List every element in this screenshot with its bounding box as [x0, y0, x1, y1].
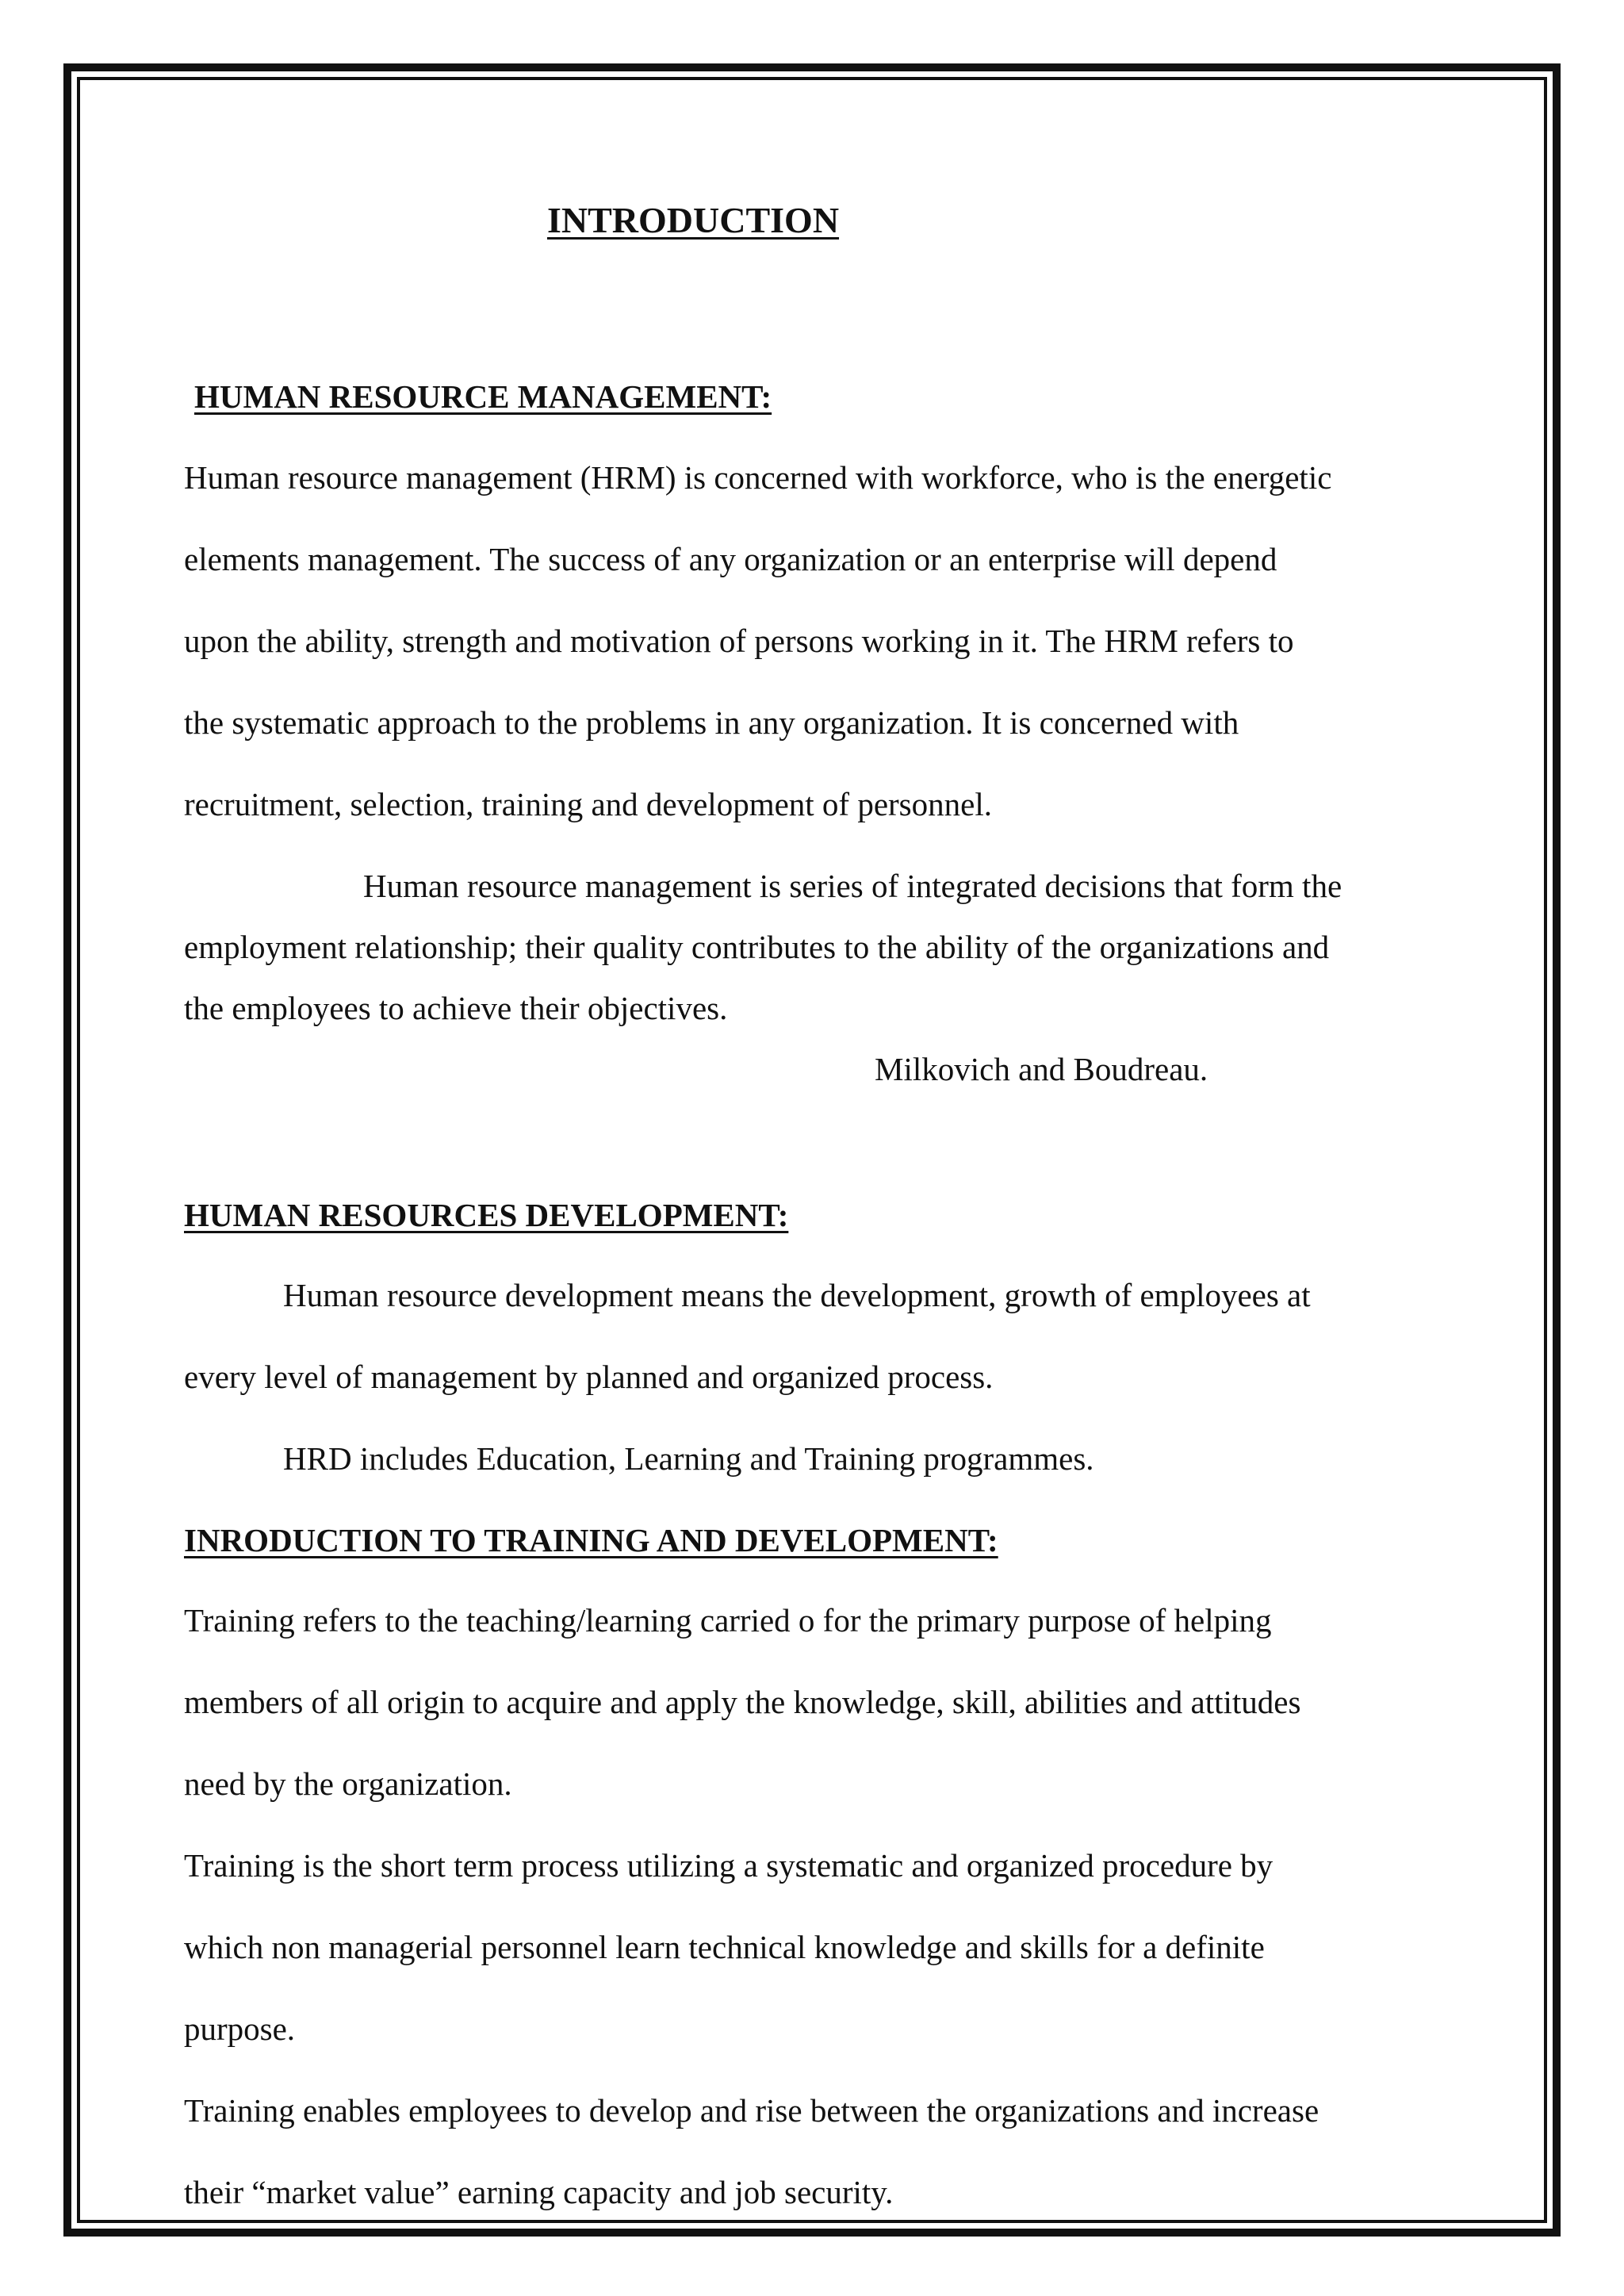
- hrd-line-2: every level of management by planned and organized process.: [184, 1359, 994, 1395]
- hrm-line-3: upon the ability, strength and motivation of persons working in it. The HRM refers to: [184, 623, 1294, 659]
- hrd-line-1: Human resource development means the development, growth of employees at: [283, 1277, 1311, 1313]
- page-title: INTRODUCTION: [547, 200, 840, 240]
- hrm-quote-line-3: the employees to achieve their objectives.: [184, 990, 728, 1026]
- hrd-line-3: HRD includes Education, Learning and Training programmes.: [283, 1440, 1094, 1477]
- training-line-5: which non managerial personnel learn technical knowledge and skills for a definite: [184, 1929, 1265, 1965]
- hrm-line-2: elements management. The success of any organization or an enterprise will depend: [184, 541, 1277, 577]
- hrm-heading: HUMAN RESOURCE MANAGEMENT:: [194, 378, 772, 415]
- training-line-8: their “market value” earning capacity and job security.: [184, 2174, 894, 2210]
- hrm-line-1: Human resource management (HRM) is concerned with workforce, who is the energetic: [184, 459, 1332, 496]
- training-line-4: Training is the short term process utilizing a systematic and organized procedure by: [184, 1847, 1274, 1884]
- training-line-2: members of all origin to acquire and apply the knowledge, skill, abilities and attitudes: [184, 1684, 1301, 1720]
- hrm-quote-line-1: Human resource management is series of integrated decisions that form the: [363, 868, 1342, 904]
- hrm-quote-line-2: employment relationship; their quality contributes to the ability of the organizations and: [184, 929, 1330, 965]
- training-line-6: purpose.: [184, 2010, 296, 2047]
- hrm-line-4: the systematic approach to the problems in any organization. It is concerned with: [184, 704, 1239, 741]
- training-line-1: Training refers to the teaching/learning carried o for the primary purpose of helping: [184, 1602, 1272, 1639]
- training-heading: INRODUCTION TO TRAINING AND DEVELOPMENT:: [184, 1522, 998, 1558]
- hrm-line-5: recruitment, selection, training and development of personnel.: [184, 786, 992, 822]
- training-line-3: need by the organization.: [184, 1765, 512, 1802]
- hrm-attribution: Milkovich and Boudreau.: [875, 1051, 1208, 1087]
- training-line-7: Training enables employees to develop and rise between the organizations and increase: [184, 2092, 1320, 2129]
- hrd-heading: HUMAN RESOURCES DEVELOPMENT:: [184, 1197, 789, 1233]
